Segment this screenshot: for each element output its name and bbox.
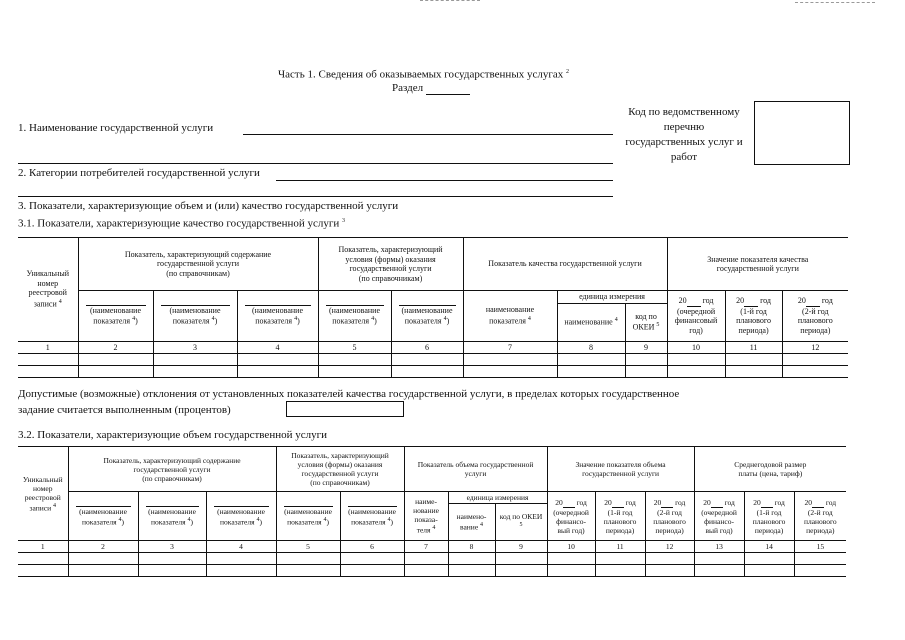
col-number: 5 [276,541,340,553]
col-number: 12 [645,541,694,553]
col-number: 14 [744,541,794,553]
col-number: 6 [340,541,404,553]
col-number: 15 [794,541,846,553]
col-number: 7 [404,541,448,553]
okei-header: код по ОКЕИ $^5$ [625,303,667,341]
col-number: 2 [68,541,138,553]
fee-year2-header: 20 год (1-й год планового периода) [744,492,794,541]
col-number: 9 [625,341,667,354]
allowed-deviation-input[interactable] [286,401,404,417]
naim-pokazatelya-6: (наименование показателя $^4$) [391,291,463,342]
col-number: 11 [595,541,645,553]
item1-label: 1. Наименование государственной услуги [18,122,214,134]
content-indicator-header: Показатель, характеризующий содержание государственной услуги (по справочникам) [78,238,318,291]
quality-table [18,237,848,378]
col-number: 2 [78,341,153,354]
col-number: 10 [547,541,595,553]
volume-name-header: наиме- нование показа- теля $^4$ [404,492,448,541]
quality-value-header: Значение показателя качества государственной услуги [667,238,848,291]
okei-header: код по ОКЕИ $^5$ [495,504,547,541]
col-number: 4 [206,541,276,553]
quality-name-header: наименование показателя $^4$ [463,291,557,342]
col-number: 3 [153,341,237,354]
naim-pokazatelya-5: (наименование показателя $^4$) [318,291,391,342]
fee-header: Среднегодовой размер платы (цена, тариф) [694,447,846,492]
unique-number-header: Уникальный номер реестровой записи $^4$ [18,447,68,541]
top-scan-mark [795,2,875,3]
fee-year3-header: 20 год (2-й год планового периода) [794,492,846,541]
col-number: 4 [237,341,318,354]
table-row[interactable] [18,565,846,577]
col-number: 8 [448,541,495,553]
naim-pokazatelya-5: (наименование показателя $^4$) [276,492,340,541]
unit-header: единица измерения [448,492,547,504]
col-number: 13 [694,541,744,553]
year2-header: 20 год (1-й год планового периода) [595,492,645,541]
naim-pokazatelya-2: (наименование показателя $^4$) [68,492,138,541]
col-number: 6 [391,341,463,354]
year3-header: 20 год (2-й год планового периода) [645,492,694,541]
naim-pokazatelya-4: (наименование показателя $^4$) [206,492,276,541]
col-number: 1 [18,541,68,553]
unique-number-header: Уникальный номер реестровой записи $^4$ [18,238,78,342]
fee-year1-header: 20 год (очередной финансо- вый год) [694,492,744,541]
item31-label: 3.1. Показатели, характеризующие качество государственной услуги $^3$ [18,217,346,230]
part-title: Часть 1. Сведения об оказываемых государственных услугах $^2$ [278,68,569,81]
naim-pokazatelya-6: (наименование показателя $^4$) [340,492,404,541]
razdel-field[interactable] [426,82,470,95]
top-scan-mark [420,0,480,1]
item2-field-line2[interactable] [18,196,613,197]
quality-indicator-header: Показатель качества государственной услуги [463,238,667,291]
volume-value-header: Значение показателя объема государственной услуги [547,447,694,492]
col-number: 11 [725,341,782,354]
col-number: 7 [463,341,557,354]
volume-table [18,446,846,577]
item3-label: 3. Показатели, характеризующие объем и (или) качество государственной услуги [18,200,399,212]
year3-header: 20 год (2-й год планового периода) [782,291,848,342]
unit-name-header: наименование $^4$ [557,303,625,341]
col-number: 8 [557,341,625,354]
col-number: 3 [138,541,206,553]
naim-pokazatelya-4: (наименование показателя $^4$) [237,291,318,342]
allowed-deviation-text: Допустимые (возможные) отклонения от установленных показателей качества государственной услуги, в пределах которых государственное [18,388,680,400]
item2-label: 2. Категории потребителей государственной услуги [18,167,260,179]
naim-pokazatelya-2: (наименование показателя $^4$) [78,291,153,342]
col-number: 12 [782,341,848,354]
col-number: 5 [318,341,391,354]
col-number: 10 [667,341,725,354]
code-label: Код по ведомственному перечню государственных услуг и работ [625,106,743,163]
razdel-label: Раздел [392,82,470,95]
condition-indicator-header: Показатель, характеризующий условия (формы) оказания государственной услуги (по справочникам) [318,238,463,291]
allowed-deviation-text-2: задание считается выполненным (процентов) [18,404,231,416]
item1-field[interactable] [243,134,613,135]
naim-pokazatelya-3: (наименование показателя $^4$) [153,291,237,342]
year1-header: 20 год (очередной финансовый год) [667,291,725,342]
table-row[interactable] [18,354,848,366]
table-row[interactable] [18,366,848,378]
item32-label: 3.2. Показатели, характеризующие объем государственной услуги [18,429,327,441]
year1-header: 20 год (очередной финансо- вый год) [547,492,595,541]
volume-indicator-header: Показатель объема государственной услуги [404,447,547,492]
code-box[interactable] [754,101,850,165]
unit-header: единица измерения [557,291,667,304]
item2-field[interactable] [276,180,613,181]
unit-name-header: наимено- вание $^4$ [448,504,495,541]
col-number: 1 [18,341,78,354]
item1-field-line2[interactable] [18,163,613,164]
naim-pokazatelya-3: (наименование показателя $^4$) [138,492,206,541]
col-number: 9 [495,541,547,553]
content-indicator-header: Показатель, характеризующий содержание государственной услуги (по справочникам) [68,447,276,492]
table-row[interactable] [18,553,846,565]
condition-indicator-header: Показатель, характеризующий условия (формы) оказания государственной услуги (по справочникам) [276,447,404,492]
year2-header: 20 год (1-й год планового периода) [725,291,782,342]
